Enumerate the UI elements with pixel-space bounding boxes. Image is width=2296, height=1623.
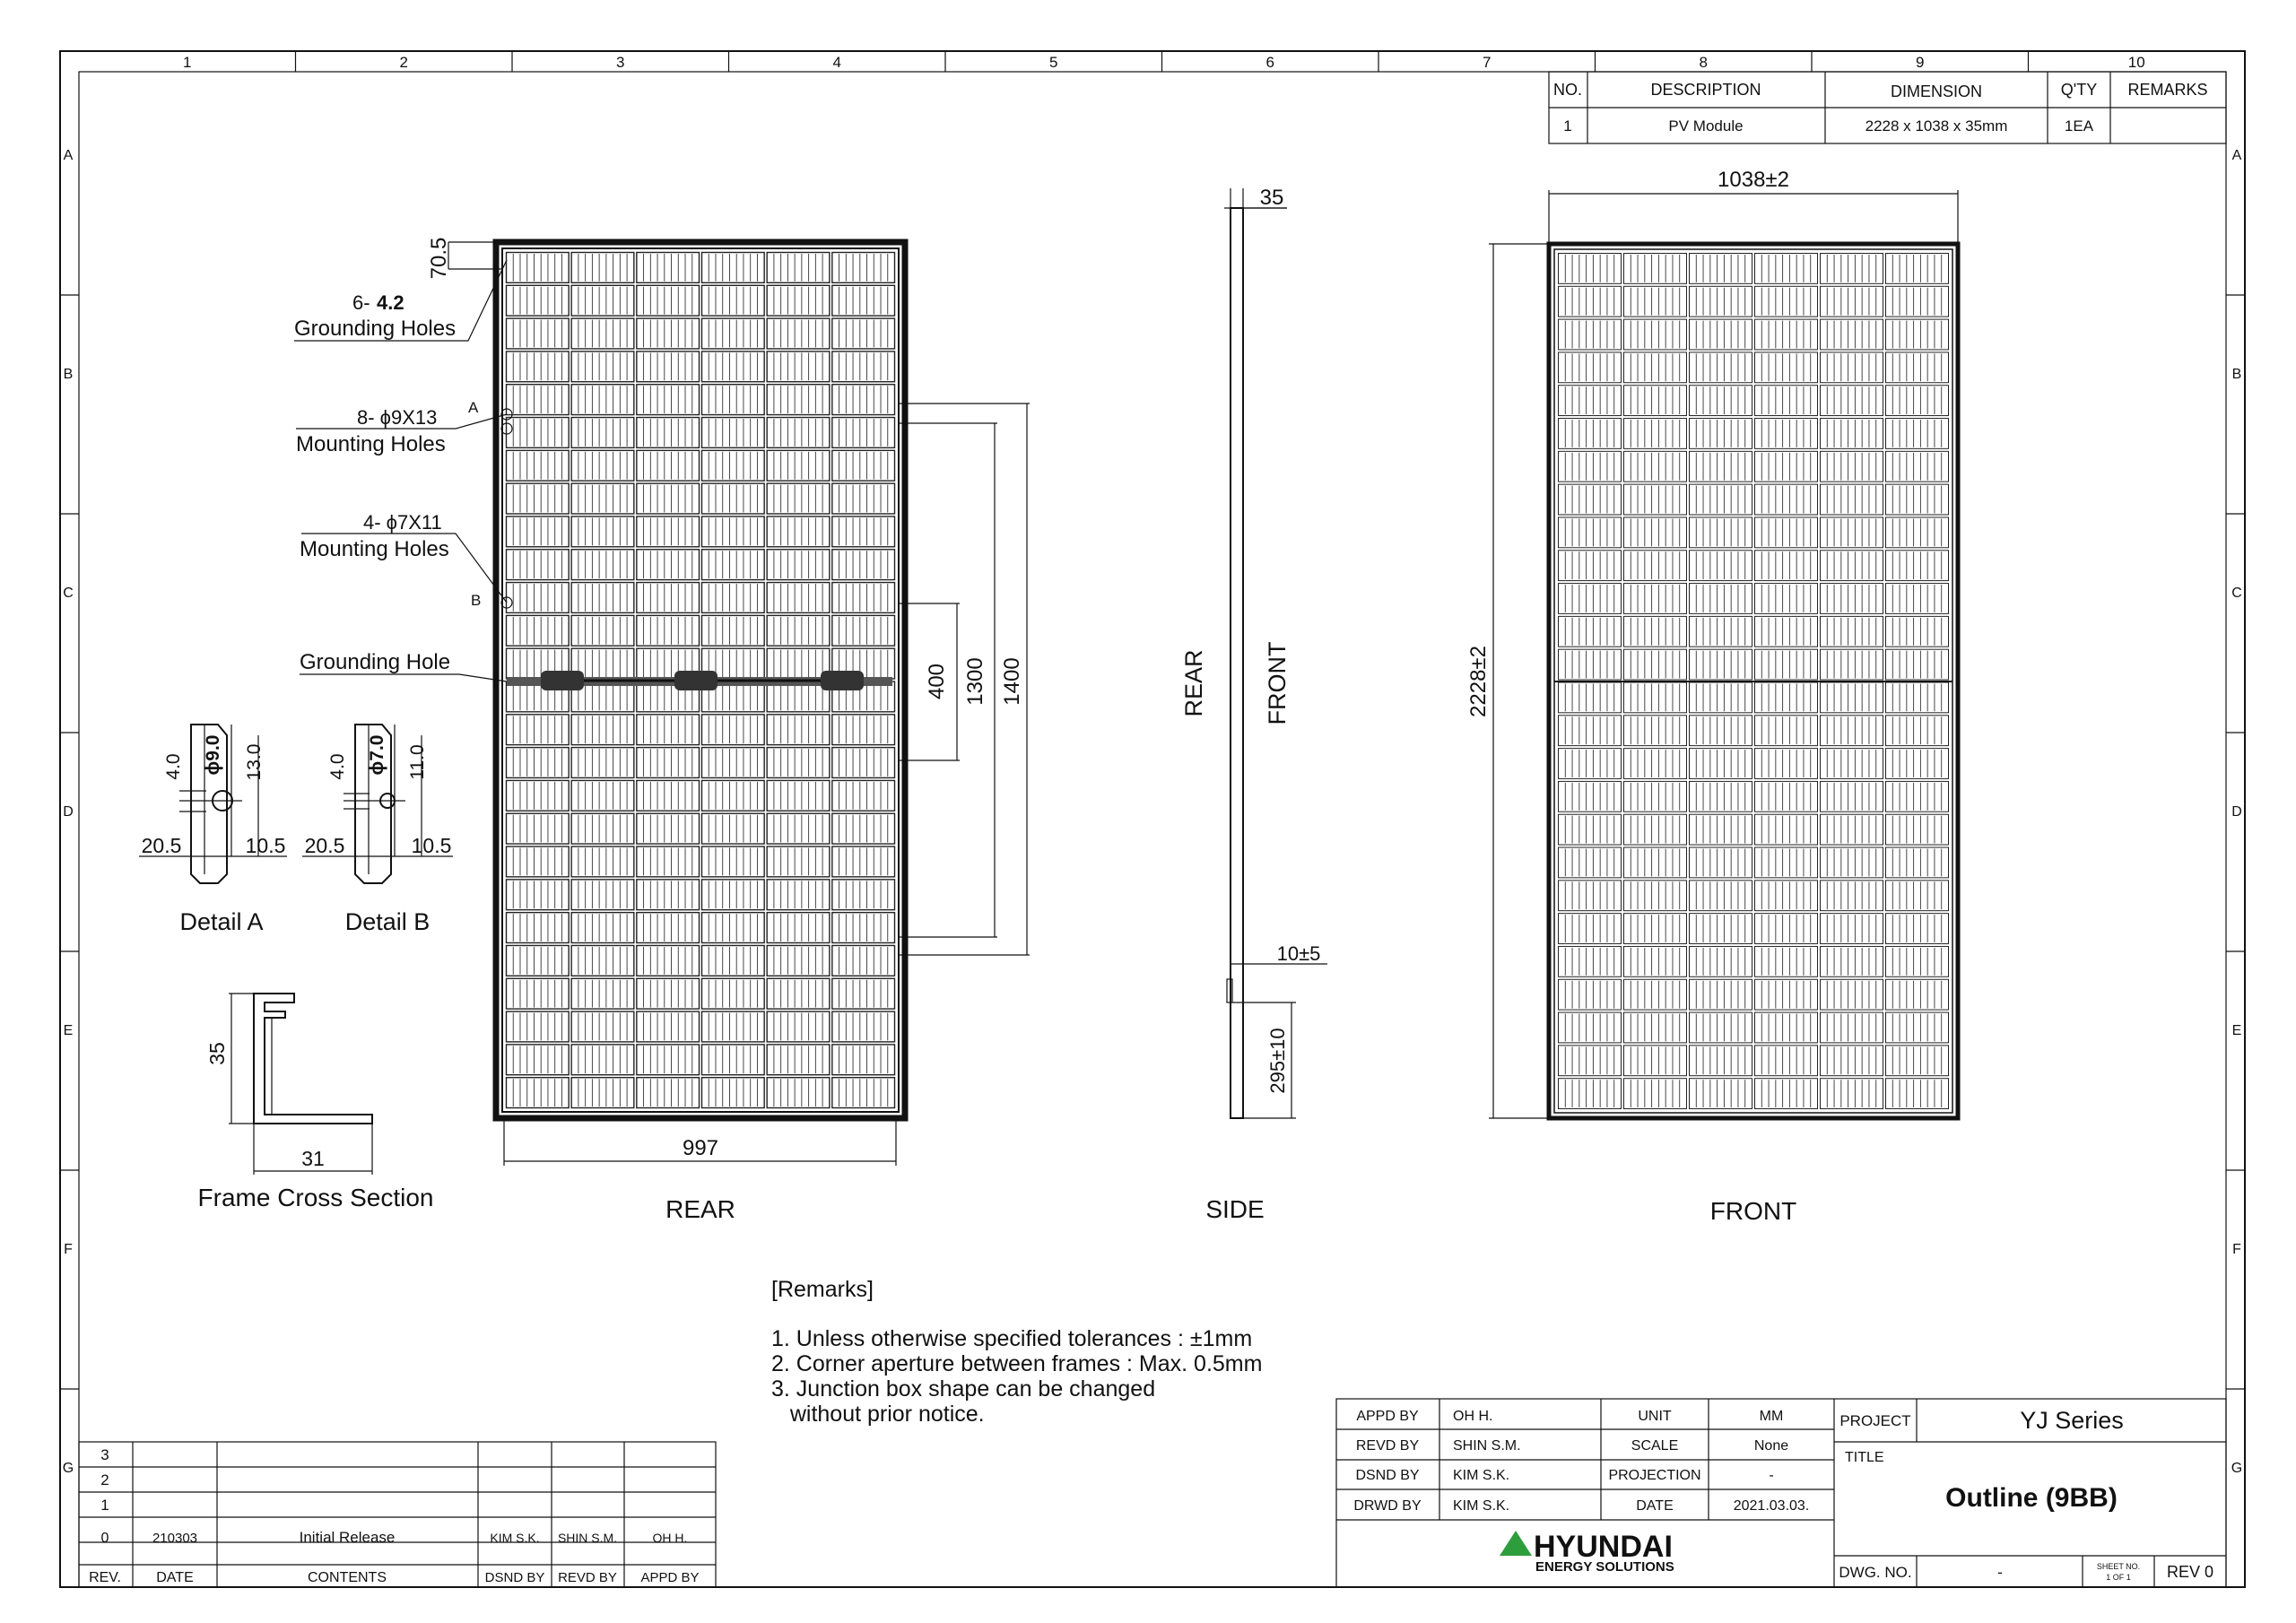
grid-row-label: C bbox=[63, 586, 74, 601]
revision-table bbox=[79, 1442, 716, 1587]
parts-cell-no: 1 bbox=[1563, 117, 1572, 135]
view-label-side: SIDE bbox=[1205, 1195, 1265, 1223]
rev-row-0-date: 210303 bbox=[152, 1531, 198, 1546]
tb-scale-value: None bbox=[1753, 1438, 1789, 1454]
grid-row-label: B bbox=[63, 367, 74, 382]
rev-row-2: 2 bbox=[100, 1471, 109, 1488]
grounding-holes-label: Grounding Holes bbox=[294, 317, 457, 341]
marker-a: A bbox=[468, 399, 479, 416]
tb-sheet-no-value: 1 OF 1 bbox=[2106, 1573, 2131, 1582]
frame-height: 35 bbox=[205, 1042, 229, 1065]
tb-scale-label: SCALE bbox=[1631, 1438, 1679, 1454]
hyundai-logo bbox=[1500, 1530, 1674, 1575]
side-front-label: FRONT bbox=[1264, 641, 1291, 725]
frame-width: 31 bbox=[301, 1147, 325, 1170]
front-height-dim: 2228±2 bbox=[1466, 646, 1491, 717]
tb-projection-label: PROJECTION bbox=[1608, 1468, 1701, 1483]
logo-subtitle: ENERGY SOLUTIONS bbox=[1535, 1559, 1674, 1575]
front-view bbox=[1466, 168, 1958, 1118]
remarks-title: [Remarks] bbox=[771, 1277, 874, 1302]
detail-a-h1: 4.0 bbox=[163, 753, 184, 780]
detail-b-h2: 11.0 bbox=[407, 744, 428, 780]
detail-b bbox=[302, 725, 453, 935]
grid-row-label: E bbox=[2231, 1023, 2242, 1038]
dim-rear-width: 997 bbox=[682, 1136, 719, 1160]
rev-row-0-revd: SHIN S.M. bbox=[557, 1531, 618, 1545]
rear-view bbox=[496, 242, 905, 1118]
title-block bbox=[1336, 1399, 2226, 1587]
grid-row-label: B bbox=[2231, 367, 2242, 382]
grid-row-label: D bbox=[2231, 804, 2242, 820]
rev-header-contents: CONTENTS bbox=[308, 1570, 387, 1585]
dim-400: 400 bbox=[925, 663, 949, 700]
grid-column-label: 7 bbox=[1483, 54, 1492, 71]
grid-column-label: 10 bbox=[2127, 54, 2145, 71]
parts-table bbox=[1549, 72, 2226, 143]
tb-title-value: Outline (9BB) bbox=[1945, 1483, 2118, 1513]
rev-row-3: 3 bbox=[100, 1446, 109, 1463]
side-view bbox=[1180, 186, 1327, 1118]
parts-cell-description: PV Module bbox=[1668, 117, 1744, 135]
rev-row-0-contents: Initial Release bbox=[299, 1529, 396, 1546]
side-jbox: 295±10 bbox=[1266, 1028, 1289, 1094]
grid-column-label: 1 bbox=[183, 54, 192, 71]
grid-column-label: 8 bbox=[1699, 54, 1708, 71]
rev-row-0-appd: OH H. bbox=[652, 1531, 688, 1545]
detail-b-dia: ϕ7.0 bbox=[367, 734, 387, 776]
grid-column-label: 2 bbox=[399, 54, 408, 71]
rev-header-dsnd: DSND BY bbox=[484, 1570, 545, 1585]
frame-cross-section bbox=[198, 994, 434, 1211]
detail-a-caption: Detail A bbox=[179, 908, 264, 935]
grid-column-label: 4 bbox=[832, 54, 841, 71]
tb-unit-value: MM bbox=[1759, 1409, 1784, 1424]
tb-appd-name: OH H. bbox=[1453, 1409, 1493, 1424]
rear-callouts bbox=[294, 260, 512, 681]
tb-appd-label: APPD BY bbox=[1356, 1409, 1419, 1424]
remarks bbox=[771, 1277, 1262, 1427]
tb-dwg-no-label: DWG. NO. bbox=[1839, 1564, 1912, 1581]
grid-row-label: A bbox=[63, 148, 74, 163]
rev-header-revd: REVD BY bbox=[558, 1570, 617, 1585]
rev-header-rev: REV. bbox=[89, 1570, 121, 1585]
tb-dsnd-name: KIM S.K. bbox=[1453, 1468, 1510, 1483]
remarks-line-2: 2. Corner aperture between frames : Max. 0.5mm bbox=[771, 1351, 1263, 1376]
detail-a-left: 20.5 bbox=[141, 834, 182, 857]
grid-row-label: F bbox=[64, 1242, 73, 1257]
detail-a-dia: ϕ9.0 bbox=[203, 734, 223, 776]
tb-drwd-label: DRWD BY bbox=[1353, 1498, 1422, 1514]
dim-top-offset: 70.5 bbox=[427, 237, 451, 280]
parts-header-remarks: REMARKS bbox=[2127, 81, 2208, 99]
parts-header-qty: Q'TY bbox=[2060, 81, 2098, 99]
tb-drwd-name: KIM S.K. bbox=[1453, 1498, 1510, 1514]
tb-unit-label: UNIT bbox=[1638, 1409, 1672, 1424]
grid-row-label: G bbox=[62, 1461, 74, 1476]
logo-triangle-icon bbox=[1500, 1531, 1532, 1556]
parts-header-description: DESCRIPTION bbox=[1650, 81, 1761, 99]
tb-date-value: 2021.03.03. bbox=[1733, 1498, 1810, 1514]
grid-row-label: E bbox=[63, 1023, 74, 1038]
grid-row-label: G bbox=[2231, 1461, 2243, 1476]
tb-project-value: YJ Series bbox=[2020, 1407, 2124, 1434]
dim-1400: 1400 bbox=[1000, 657, 1024, 706]
tb-projection-value: - bbox=[1769, 1468, 1774, 1483]
tb-dwg-no-value: - bbox=[1997, 1564, 2003, 1581]
grid-column-label: 9 bbox=[1916, 54, 1925, 71]
tb-title-label: TITLE bbox=[1845, 1450, 1884, 1465]
rev-row-0: 0 bbox=[100, 1531, 109, 1546]
remarks-line-1: 1. Unless otherwise specified tolerances : ±1mm bbox=[771, 1326, 1253, 1351]
rev-header-date: DATE bbox=[156, 1570, 194, 1585]
grid-row-label: D bbox=[63, 804, 74, 820]
junction-box-left bbox=[541, 671, 584, 690]
detail-a-h2: 13.0 bbox=[244, 743, 265, 781]
mounting-holes-a-spec: 8- ϕ9X13 bbox=[357, 406, 438, 429]
marker-b: B bbox=[471, 592, 482, 609]
grid-row-label: C bbox=[2231, 586, 2242, 601]
front-width-dim: 1038±2 bbox=[1718, 168, 1789, 192]
tb-rev: REV 0 bbox=[2166, 1563, 2214, 1581]
remarks-line-4: without prior notice. bbox=[771, 1402, 985, 1427]
frame-caption: Frame Cross Section bbox=[197, 1184, 434, 1211]
detail-a bbox=[139, 725, 287, 935]
tb-dsnd-label: DSND BY bbox=[1355, 1468, 1420, 1483]
tb-date-label: DATE bbox=[1636, 1498, 1674, 1514]
junction-box-right bbox=[821, 671, 864, 690]
remarks-line-3: 3. Junction box shape can be changed bbox=[771, 1376, 1156, 1402]
detail-b-caption: Detail B bbox=[344, 908, 430, 935]
grounding-holes-count: 6- bbox=[352, 291, 370, 314]
detail-b-right: 10.5 bbox=[411, 834, 452, 857]
parts-cell-dimension: 2228 x 1038 x 35mm bbox=[1865, 117, 2008, 135]
grounding-hole-label: Grounding Hole bbox=[300, 650, 451, 674]
parts-cell-qty: 1EA bbox=[2064, 117, 2094, 135]
side-rear-label: REAR bbox=[1180, 649, 1207, 717]
dim-1300: 1300 bbox=[963, 657, 987, 706]
detail-b-left: 20.5 bbox=[304, 834, 345, 857]
view-label-rear: REAR bbox=[665, 1195, 735, 1223]
tb-revd-name: SHIN S.M. bbox=[1453, 1438, 1521, 1454]
mounting-holes-b-label: Mounting Holes bbox=[300, 537, 449, 561]
parts-header-dimension: DIMENSION bbox=[1890, 82, 1983, 100]
detail-a-right: 10.5 bbox=[245, 834, 286, 857]
junction-box-middle bbox=[674, 671, 718, 690]
grid-column-label: 5 bbox=[1049, 54, 1058, 71]
detail-b-h1: 4.0 bbox=[327, 753, 348, 780]
mounting-holes-b-spec: 4- ϕ7X11 bbox=[363, 511, 442, 534]
view-label-front: FRONT bbox=[1709, 1197, 1797, 1225]
grid-column-label: 6 bbox=[1265, 54, 1274, 71]
rev-row-1: 1 bbox=[100, 1497, 109, 1514]
mounting-holes-a-label: Mounting Holes bbox=[296, 432, 446, 456]
tb-sheet-no-label: SHEET NO. bbox=[2096, 1562, 2141, 1571]
logo-name: HYUNDAI bbox=[1534, 1530, 1673, 1564]
grid-column-label: 3 bbox=[616, 54, 625, 71]
side-gap: 10±5 bbox=[1276, 942, 1321, 965]
side-thickness: 35 bbox=[1259, 186, 1284, 210]
grid-row-label: F bbox=[2232, 1242, 2241, 1257]
rev-row-0-dsnd: KIM S.K. bbox=[490, 1531, 540, 1545]
parts-header-no: NO. bbox=[1552, 81, 1583, 99]
grounding-holes-size: 4.2 bbox=[377, 291, 404, 314]
tb-project-label: PROJECT bbox=[1839, 1412, 1911, 1429]
rev-header-appd: APPD BY bbox=[640, 1570, 700, 1585]
grid-row-label: A bbox=[2231, 148, 2242, 163]
tb-revd-label: REVD BY bbox=[1355, 1438, 1420, 1454]
